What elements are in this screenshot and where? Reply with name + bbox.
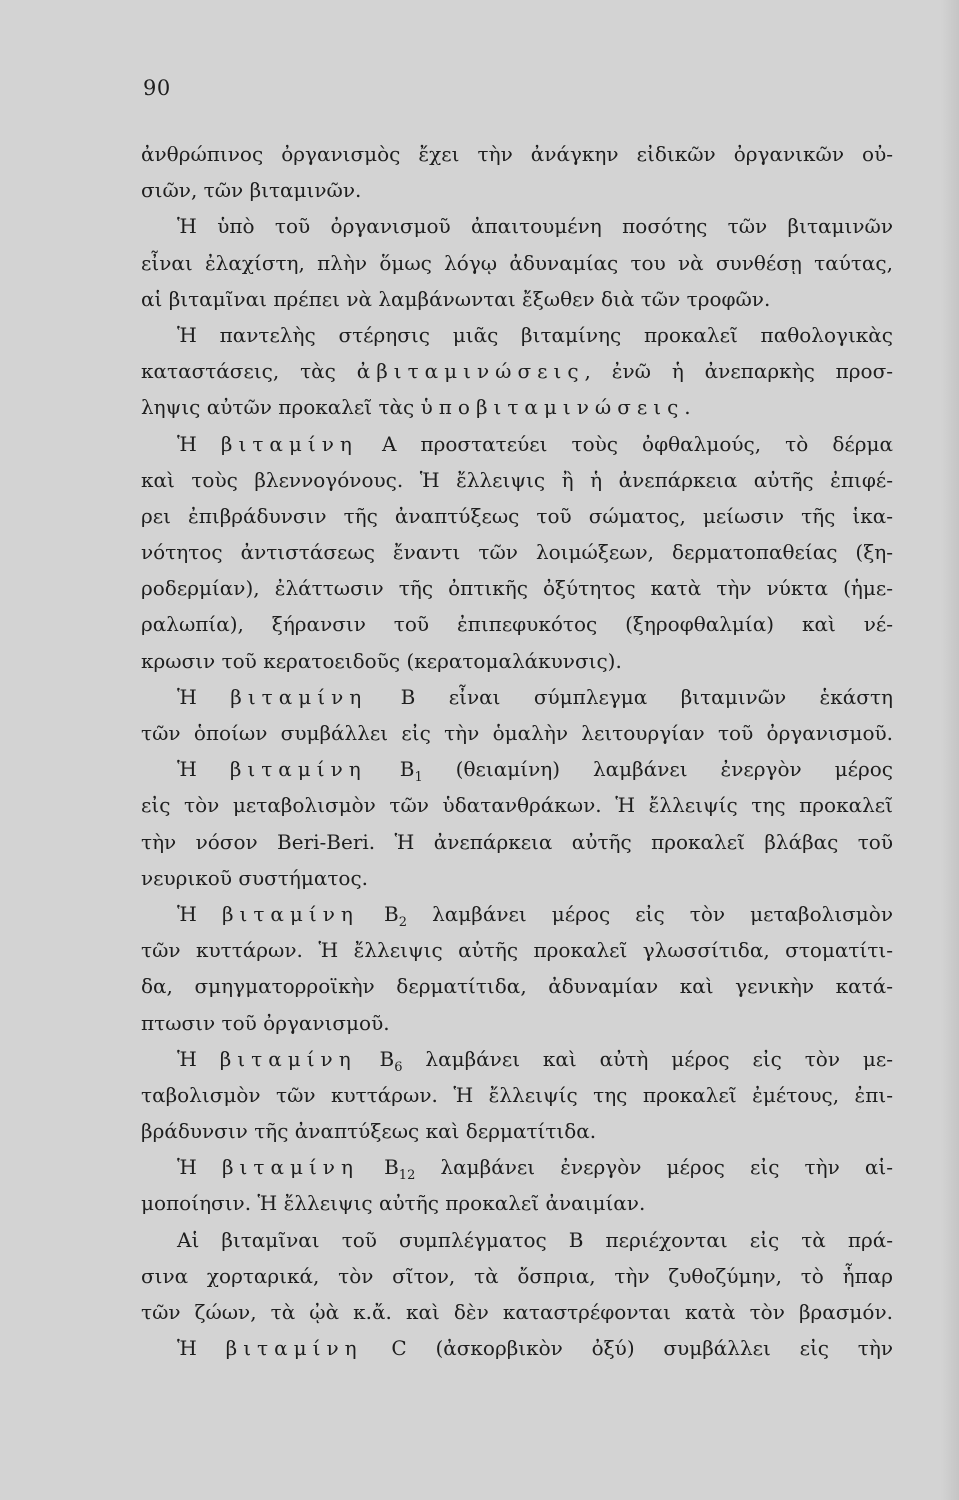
text-line: πτωσιν τοῦ ὀργανισμοῦ. <box>141 1010 390 1035</box>
paragraph-start-line: Ἡ βιταμίνη $B_6$ λαμβάνει καὶ αὐτὴ μέρος εἰς τὸν με- <box>177 1046 893 1075</box>
spaced-term: ὑποβιταμινώσεις <box>420 395 685 420</box>
spaced-term: βιταμίνη <box>221 1155 359 1180</box>
text-line: καταστάσεις, τὰς ἀβιταμινώσεις, ἐνῶ ἡ ἀνεπαρκὴς προσ- <box>141 359 893 384</box>
text-line: τῶν ζώων, τὰ ᾠὰ κ.ἄ. καὶ δὲν καταστρέφονται κατὰ τὸν βρασμόν. <box>141 1300 893 1324</box>
paragraph-start-line: Ἡ βιταμίνη $B_2$ λαμβάνει μέρος εἰς τὸν μεταβολισμὸν <box>177 901 893 930</box>
paragraph-start-line: Ἡ βιταμίνη $B_{12}$ λαμβάνει ἐνεργὸν μέρος εἰς τὴν αἱ- <box>177 1155 893 1184</box>
spaced-term: βιταμίνη <box>220 431 358 456</box>
body-text <box>141 136 893 1366</box>
paragraph-start-line: Ἡ βιταμίνη B εἶναι σύμπλεγμα βιταμινῶν ἑκάστη <box>177 684 893 709</box>
paragraph-start-line: Ἡ ὑπὸ τοῦ ὀργανισμοῦ ἀπαιτουμένη ποσότης τῶν βιταμινῶν <box>177 214 893 239</box>
spaced-term: ἀβιταμινώσεις <box>356 359 585 384</box>
text-line: ρει ἐπιβράδυνσιν τῆς ἀναπτύξεως τοῦ σώματος, μείωσιν τῆς ἱκα- <box>141 503 893 528</box>
spaced-term: βιταμίνη <box>221 901 359 926</box>
text-line: σινα χορταρικά, τὸν σῖτον, τὰ ὄσπρια, τὴν ζυθοζύμην, τὸ ἧπαρ <box>141 1263 893 1288</box>
paragraph-start-line: Ἡ βιταμίνη A προστατεύει τοὺς ὀφθαλμούς, τὸ δέρμα <box>177 431 893 456</box>
spaced-term: βιταμίνη <box>229 757 367 782</box>
spaced-term: βιταμίνη <box>225 1336 363 1361</box>
text-line: βράδυνσιν τῆς ἀναπτύξεως καὶ δερματίτιδα. <box>141 1119 597 1144</box>
text-line: ληψις αὐτῶν προκαλεῖ τὰς ὑποβιταμινώσεις. <box>141 395 691 420</box>
text-line: ἀνθρώπινος ὀργανισμὸς ἔχει τὴν ἀνάγκην εἰδικῶν ὀργανικῶν οὐ- <box>141 142 893 166</box>
text-line: αἱ βιταμῖναι πρέπει νὰ λαμβάνωνται ἔξωθεν διὰ τῶν τροφῶν. <box>141 286 771 311</box>
page-edge-shadow <box>941 0 959 1500</box>
text-line: ραλωπία), ξήρανσιν τοῦ ἐπιπεφυκότος (ξηροφθαλμία) καὶ νέ- <box>141 612 893 637</box>
text-line: νευρικοῦ συστήματος. <box>141 865 369 890</box>
subscript: 1 <box>414 770 423 786</box>
text-line: σιῶν, τῶν βιταμινῶν. <box>141 178 362 203</box>
spaced-term: βιταμίνη <box>219 1046 357 1071</box>
text-line: εἰς τὸν μεταβολισμὸν τῶν ὑδατανθράκων. Ἡ ἔλλειψίς της προκαλεῖ <box>141 793 893 818</box>
text-line: νότητος ἀντιστάσεως ἔναντι τῶν λοιμώξεων, δερματοπαθείας (ξη- <box>141 540 893 565</box>
text-line: μοποίησιν. Ἡ ἔλλειψις αὐτῆς προκαλεῖ ἀναιμίαν. <box>141 1191 646 1216</box>
paragraph-start-line: Ἡ παντελὴς στέρησις μιᾶς βιταμίνης προκαλεῖ παθολογικὰς <box>177 322 893 347</box>
text-line: τῶν ὁποίων συμβάλλει εἰς τὴν ὁμαλὴν λειτουργίαν τοῦ ὀργανισμοῦ. <box>141 721 893 745</box>
text-line: τῶν κυττάρων. Ἡ ἔλλειψις αὐτῆς προκαλεῖ γλωσσίτιδα, στοματίτι- <box>141 938 893 963</box>
paragraph-start-line: Ἡ βιταμίνη $B_1$ (θειαμίνη) λαμβάνει ἐνεργὸν μέρος <box>177 757 893 786</box>
spaced-term: βιταμίνη <box>230 684 368 709</box>
text-line: κρωσιν τοῦ κερατοειδοῦς (κερατομαλάκυνσις). <box>141 648 622 673</box>
text-line: τὴν νόσον Beri-Beri. Ἡ ἀνεπάρκεια αὐτῆς προκαλεῖ βλάβας τοῦ <box>141 829 893 854</box>
page-number: 90 <box>143 76 171 100</box>
text-line: ροδερμίαν), ἐλάττωσιν τῆς ὀπτικῆς ὀξύτητος κατὰ τὴν νύκτα (ἡμε- <box>141 576 893 601</box>
subscript: 12 <box>398 1168 416 1184</box>
text-line: εἶναι ἐλαχίστη, πλὴν ὅμως λόγῳ ἀδυναμίας του νὰ συνθέσῃ ταύτας, <box>141 250 893 275</box>
paragraph-start-line: Αἱ βιταμῖναι τοῦ συμπλέγματος B περιέχονται εἰς τὰ πρά- <box>177 1227 893 1252</box>
text-line: δα, σμηγματορροϊκὴν δερματίτιδα, ἀδυναμίαν καὶ γενικὴν κατά- <box>141 974 893 999</box>
text-line: ταβολισμὸν τῶν κυττάρων. Ἡ ἔλλειψίς της προκαλεῖ ἐμέτους, ἐπι- <box>141 1082 893 1107</box>
subscript: 6 <box>394 1059 403 1075</box>
paragraph-start-line: Ἡ βιταμίνη C (ἀσκορβικὸν ὀξύ) συμβάλλει εἰς τὴν <box>177 1336 893 1361</box>
text-line: καὶ τοὺς βλεννογόνους. Ἡ ἔλλειψις ἢ ἡ ἀνεπάρκεια αὐτῆς ἐπιφέ- <box>141 467 893 492</box>
subscript: 2 <box>398 914 407 930</box>
